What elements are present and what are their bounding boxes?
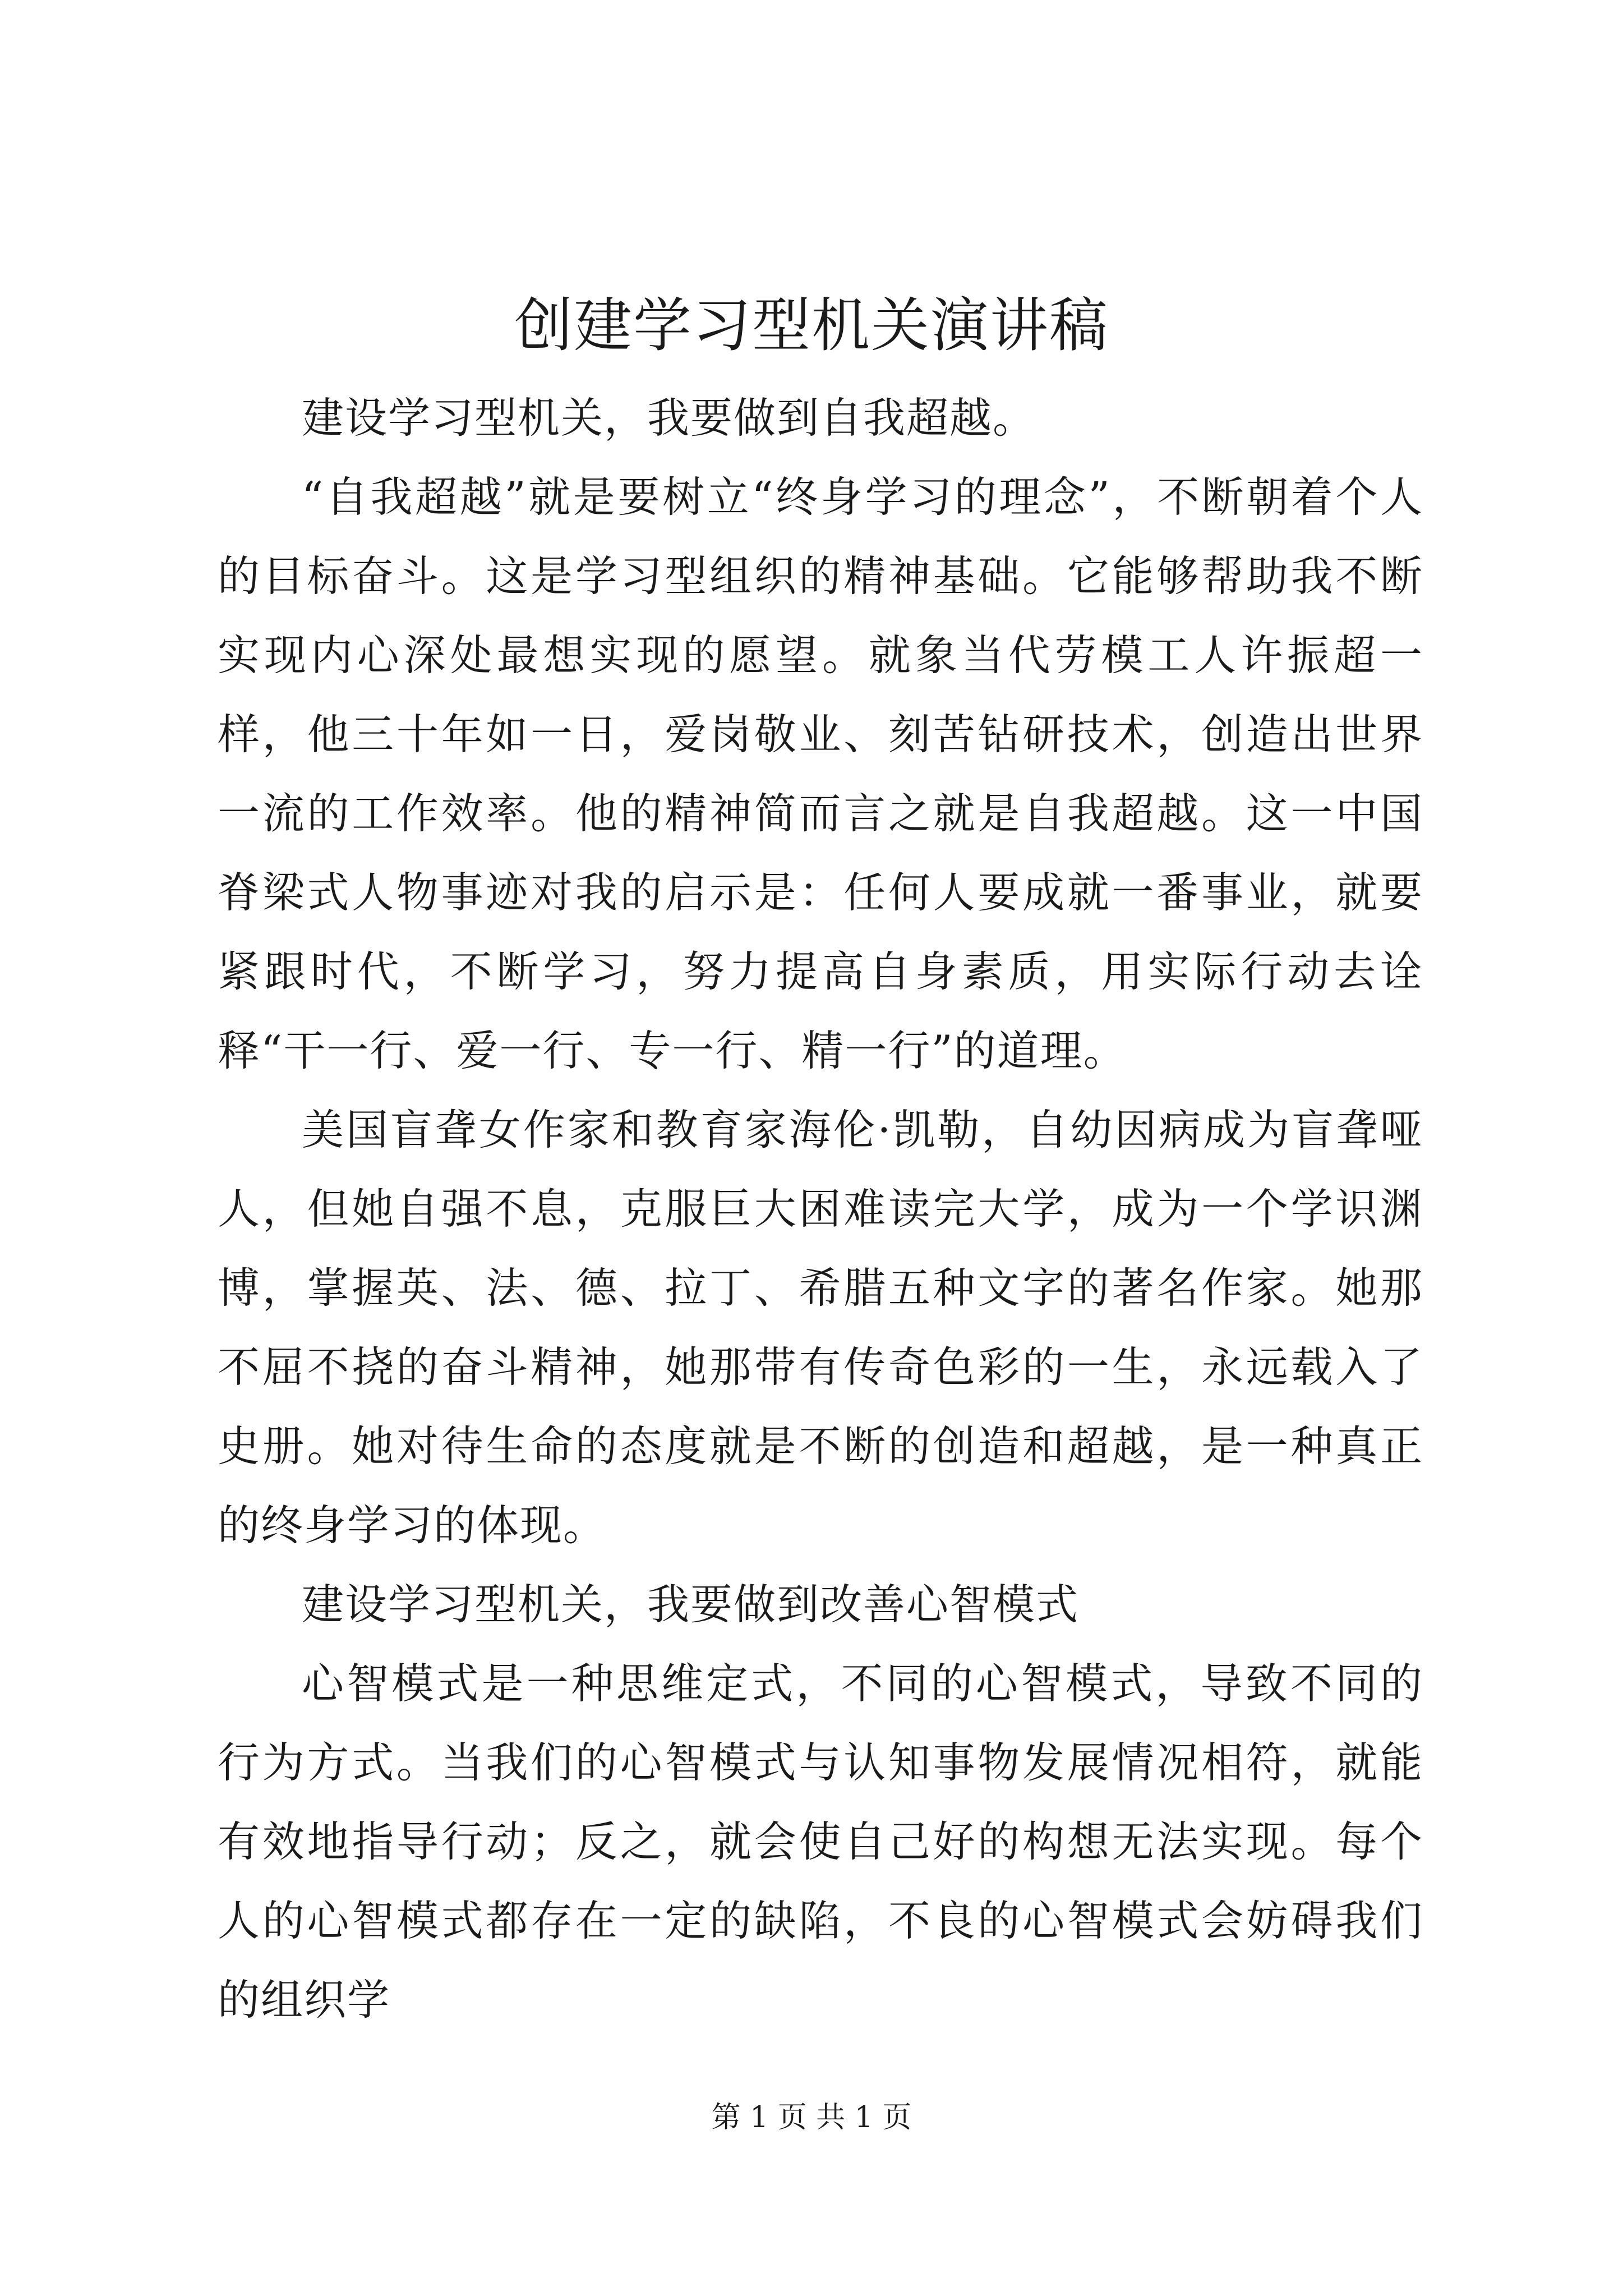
page-footer: 第 1 页 共 1 页	[711, 2101, 912, 2134]
paragraph-4: 建设学习型机关，我要做到改善心智模式	[302, 1580, 1080, 1629]
document-title: 创建学习型机关演讲稿	[514, 291, 1109, 360]
paragraph-1: 建设学习型机关，我要做到自我超越。	[302, 393, 1036, 443]
paragraph-3: 美国盲聋女作家和教育家海伦·凯勒，自幼因病成为盲聋哑人，但她自强不息，克服巨大困难读完大学，成为一个学识渊博，掌握英、法、德、拉丁、希腊五种文字的著名作家。她那不屈不挠的奋斗精神，她那带有传奇色彩的一生，永远载入了史册。她对待生命的态度就是不断的创造和超越，是一种真正的终身学习的体现。	[218, 1105, 1423, 1550]
paragraph-2: “自我超越”就是要树立“终身学习的理念”，不断朝着个人的目标奋斗。这是学习型组织的精神基础。它能够帮助我不断实现内心深处最想实现的愿望。就象当代劳模工人许振超一样，他三十年如一日，爱岗敬业、刻苦钻研技术，创造出世界一流的工作效率。他的精神简而言之就是自我超越。这一中国脊梁式人物事迹对我的启示是：任何人要成就一番事业，就要紧跟时代，不断学习，努力提高自身素质，用实际行动去诠释“干一行、爱一行、专一行、精一行”的道理。	[218, 472, 1423, 1075]
paragraph-5: 心智模式是一种思维定式，不同的心智模式，导致不同的行为方式。当我们的心智模式与认知事物发展情况相符，就能有效地指导行动；反之，就会使自己好的构想无法实现。每个人的心智模式都存在一定的缺陷，不良的心智模式会妨碍我们的组织学	[218, 1659, 1423, 2024]
document-body	[218, 379, 1423, 2040]
